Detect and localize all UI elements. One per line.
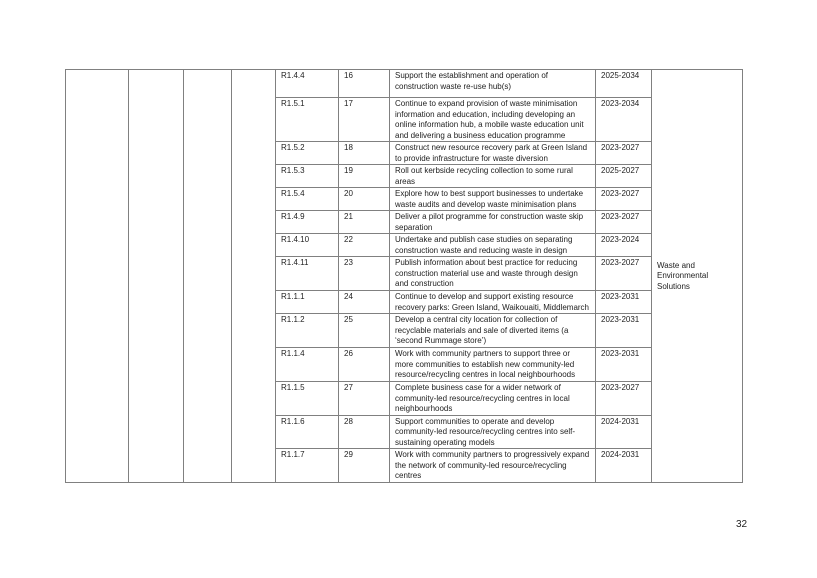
timeframe-cell: 2023-2031 [596, 348, 652, 382]
timeframe-cell: 2023-2027 [596, 211, 652, 234]
table-body [66, 70, 743, 483]
reference-cell: R1.4.9 [276, 211, 339, 234]
action-description-cell: Continue to develop and support existing resource recovery parks: Green Island, Waikouaiti, Middlemarch [390, 291, 596, 314]
reference-cell: R1.1.4 [276, 348, 339, 382]
timeframe-cell: 2024-2031 [596, 449, 652, 483]
action-number-cell: 28 [339, 415, 390, 449]
timeframe-cell: 2023-2027 [596, 188, 652, 211]
action-description-cell: Support the establishment and operation of construction waste re-use hub(s) [390, 70, 596, 98]
action-description-cell: Roll out kerbside recycling collection to some rural areas [390, 165, 596, 188]
action-description-cell: Work with community partners to progressively expand the network of community-led resource/recycling centres [390, 449, 596, 483]
action-number-cell: 21 [339, 211, 390, 234]
reference-cell: R1.1.6 [276, 415, 339, 449]
reference-cell: R1.4.11 [276, 257, 339, 291]
timeframe-cell: 2025-2027 [596, 165, 652, 188]
timeframe-cell: 2023-2031 [596, 291, 652, 314]
action-number-cell: 16 [339, 70, 390, 98]
action-number-cell: 17 [339, 98, 390, 142]
timeframe-cell: 2023-2027 [596, 142, 652, 165]
action-description-cell: Explore how to best support businesses to undertake waste audits and develop waste minimisation plans [390, 188, 596, 211]
table-row [66, 70, 743, 98]
reference-cell: R1.4.4 [276, 70, 339, 98]
action-description-cell: Complete business case for a wider network of community-led resource/recycling centres in local neighbourhoods [390, 382, 596, 416]
action-number-cell: 27 [339, 382, 390, 416]
timeframe-cell: 2023-2027 [596, 382, 652, 416]
timeframe-cell: 2023-2027 [596, 257, 652, 291]
empty-column-cell [232, 70, 276, 483]
action-description-cell: Publish information about best practice for reducing construction material use and waste through design and construction [390, 257, 596, 291]
reference-cell: R1.5.1 [276, 98, 339, 142]
action-number-cell: 18 [339, 142, 390, 165]
action-description-cell: Undertake and publish case studies on separating construction waste and reducing waste in design [390, 234, 596, 257]
reference-cell: R1.5.4 [276, 188, 339, 211]
action-description-cell: Work with community partners to support three or more communities to establish new community-led resource/recycling centres in local neighbourhoods [390, 348, 596, 382]
empty-column-cell [129, 70, 184, 483]
action-number-cell: 29 [339, 449, 390, 483]
reference-cell: R1.1.7 [276, 449, 339, 483]
timeframe-cell: 2025-2034 [596, 70, 652, 98]
reference-cell: R1.4.10 [276, 234, 339, 257]
action-description-cell: Deliver a pilot programme for construction waste skip separation [390, 211, 596, 234]
actions-table [65, 69, 743, 483]
reference-cell: R1.1.2 [276, 314, 339, 348]
action-number-cell: 22 [339, 234, 390, 257]
action-description-cell: Continue to expand provision of waste minimisation information and education, including developing an online information hub, a mobile waste education unit and delivering a business education programme [390, 98, 596, 142]
action-description-cell: Construct new resource recovery park at Green Island to provide infrastructure for waste diversion [390, 142, 596, 165]
action-number-cell: 26 [339, 348, 390, 382]
action-number-cell: 23 [339, 257, 390, 291]
owner-cell: Waste and Environmental Solutions [652, 70, 743, 483]
action-number-cell: 24 [339, 291, 390, 314]
reference-cell: R1.5.3 [276, 165, 339, 188]
empty-column-cell [66, 70, 129, 483]
reference-cell: R1.1.5 [276, 382, 339, 416]
timeframe-cell: 2023-2031 [596, 314, 652, 348]
action-number-cell: 20 [339, 188, 390, 211]
timeframe-cell: 2023-2024 [596, 234, 652, 257]
action-number-cell: 25 [339, 314, 390, 348]
page-number: 32 [736, 519, 748, 530]
action-description-cell: Develop a central city location for collection of recyclable materials and sale of diverted items (a ‘second Rummage store’) [390, 314, 596, 348]
reference-cell: R1.1.1 [276, 291, 339, 314]
timeframe-cell: 2023-2034 [596, 98, 652, 142]
timeframe-cell: 2024-2031 [596, 415, 652, 449]
action-number-cell: 19 [339, 165, 390, 188]
reference-cell: R1.5.2 [276, 142, 339, 165]
empty-column-cell [184, 70, 232, 483]
action-description-cell: Support communities to operate and develop community-led resource/recycling centres into self-sustaining operating models [390, 415, 596, 449]
